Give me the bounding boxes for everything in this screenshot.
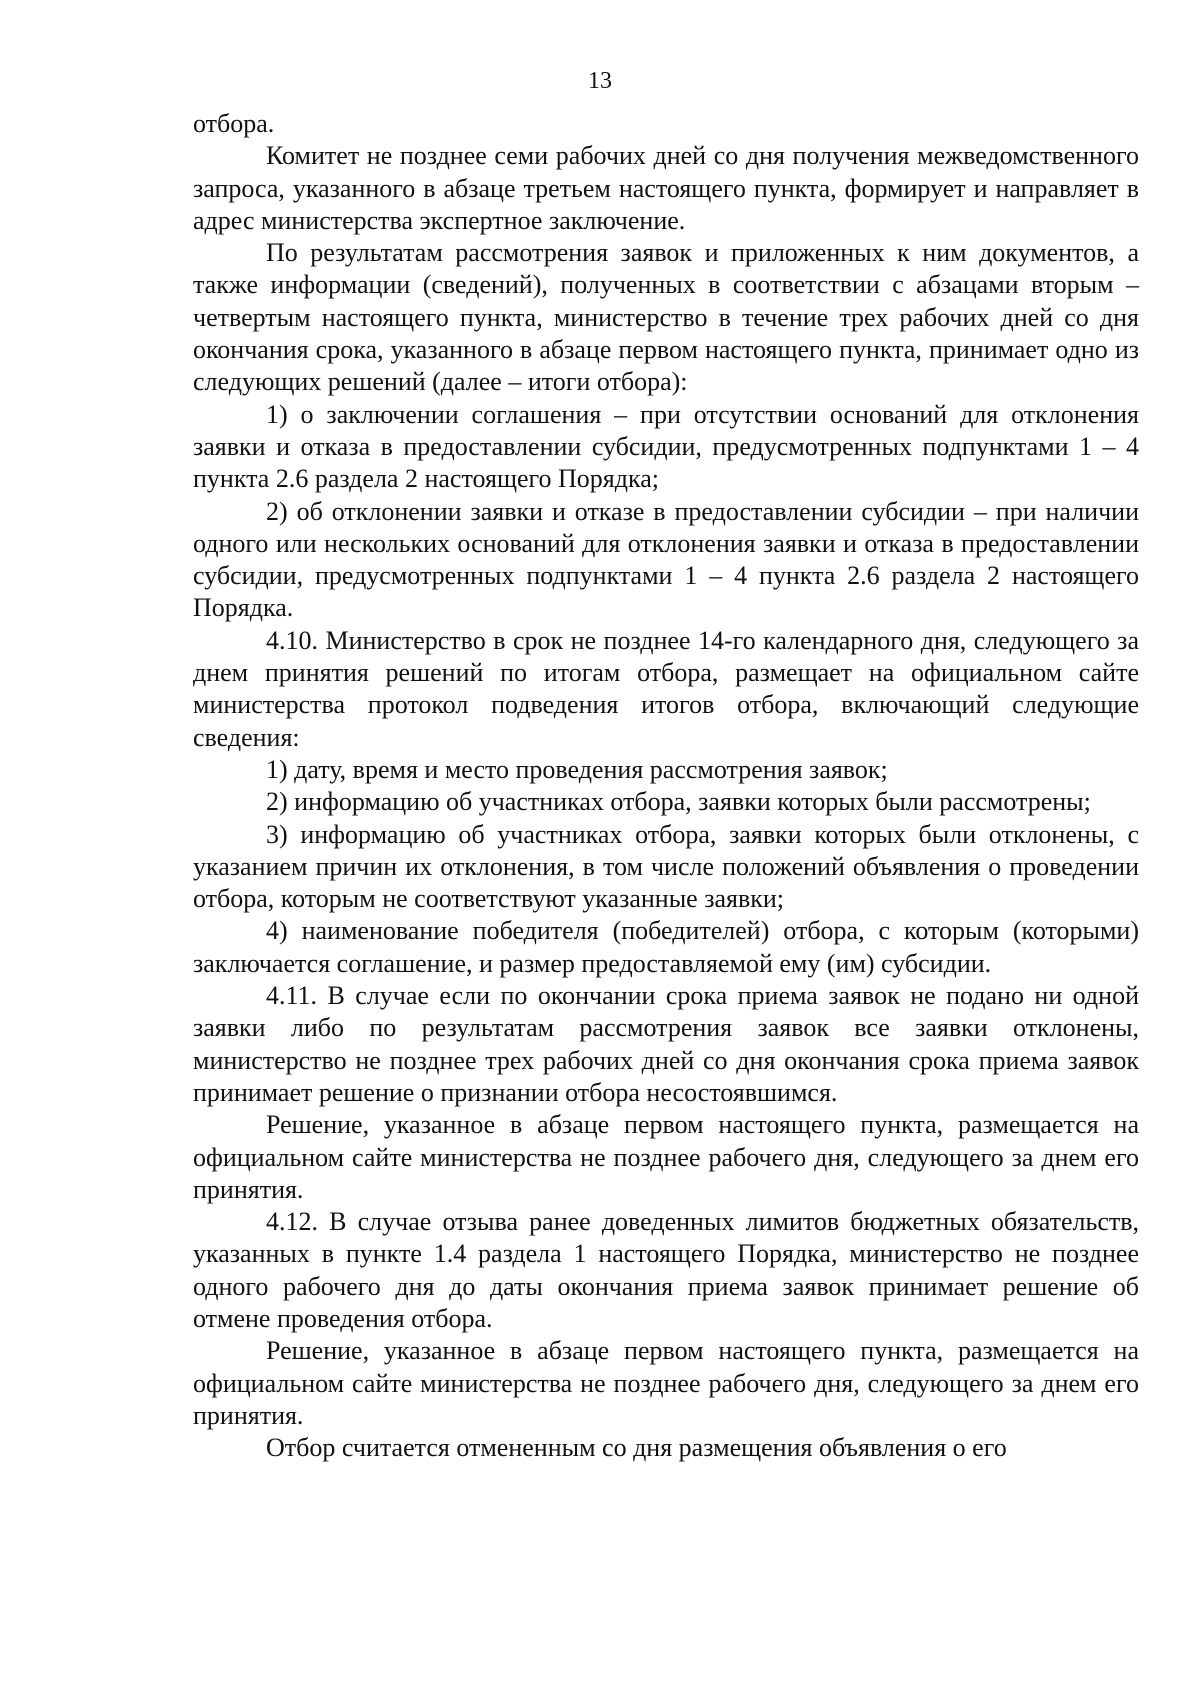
paragraph-clause-4-12: 4.12. В случае отзыва ранее доведенных лимитов бюджетных обязательств, указанных в пункте 1.4 раздела 1 настоящего Порядка, министерство не позднее одного рабочего дня до даты окончания приема заявок принимает решение об отмене проведения отбора. (193, 1207, 1139, 1333)
list-item-protocol-2: 2) информацию об участниках отбора, заявки которых были рассмотрены; (266, 787, 1091, 817)
paragraph-clause-4-10: 4.10. Министерство в срок не позднее 14-го календарного дня, следующего за днем принятия решений по итогам отбора, размещает на официальном сайте министерства протокол подведения итогов отбора, включающий следующие сведения: (193, 625, 1139, 752)
list-item-protocol-3: 3) информацию об участниках отбора, заявки которых были отклонены, с указанием причин их отклонения, в том числе положений объявления о проведении отбора, которым не соответствуют указанные заявки; (193, 819, 1139, 914)
document-body (193, 108, 1139, 1464)
paragraph-clause-4-11: 4.11. В случае если по окончании срока приема заявок не подано ни одной заявки либо по результатам рассмотрения заявок все заявки отклонены, министерство не позднее трех рабочих дней со дня окончания срока приема заявок принимает решение о признании отбора несостоявшимся. (193, 981, 1139, 1107)
list-item-protocol-1: 1) дату, время и место проведения рассмотрения заявок; (266, 754, 888, 784)
page-number: 13 (588, 68, 612, 94)
paragraph-continuation: отбора. (193, 109, 275, 138)
paragraph-committee-conclusion: Комитет не позднее семи рабочих дней со дня получения межведомственного запроса, указанного в абзаце третьем настоящего пункта, формирует и направляет в адрес министерства экспертное заключение. (193, 141, 1139, 235)
list-item-protocol-4: 4) наименование победителя (победителей) отбора, с которым (которыми) заключается соглашение, и размер предоставляемой ему (им) субсидии. (193, 916, 1139, 978)
paragraph-selection-cancelled: Отбор считается отмененным со дня размещения объявления о его (266, 1433, 1007, 1463)
list-item-decision-2: 2) об отклонении заявки и отказе в предоставлении субсидии – при наличии одного или нескольких оснований для отклонения заявки и отказа в предоставлении субсидии, предусмотренных подпунктами 1 – 4 пункта 2.6 раздела 2 настоящего Порядка. (193, 496, 1139, 623)
paragraph-decision-publication-2: Решение, указанное в абзаце первом настоящего пункта, размещается на официальном сайте министерства не позднее рабочего дня, следующего за днем его принятия. (193, 1336, 1139, 1430)
paragraph-review-results: По результатам рассмотрения заявок и приложенных к ним документов, а также информации (сведений), полученных в соответствии с абзацами вторым – четвертым настоящего пункта, министерство в течение трех рабочих дней со дня окончания срока, указанного в абзаце первом настоящего пункта, принимает одно из следующих решений (далее – итоги отбора): (193, 238, 1139, 397)
paragraph-decision-publication-1: Решение, указанное в абзаце первом настоящего пункта, размещается на официальном сайте министерства не позднее рабочего дня, следующего за днем его принятия. (193, 1110, 1139, 1204)
list-item-decision-1: 1) о заключении соглашения – при отсутствии оснований для отклонения заявки и отказа в предоставлении субсидии, предусмотренных подпунктами 1 – 4 пункта 2.6 раздела 2 настоящего Порядка; (193, 399, 1139, 494)
